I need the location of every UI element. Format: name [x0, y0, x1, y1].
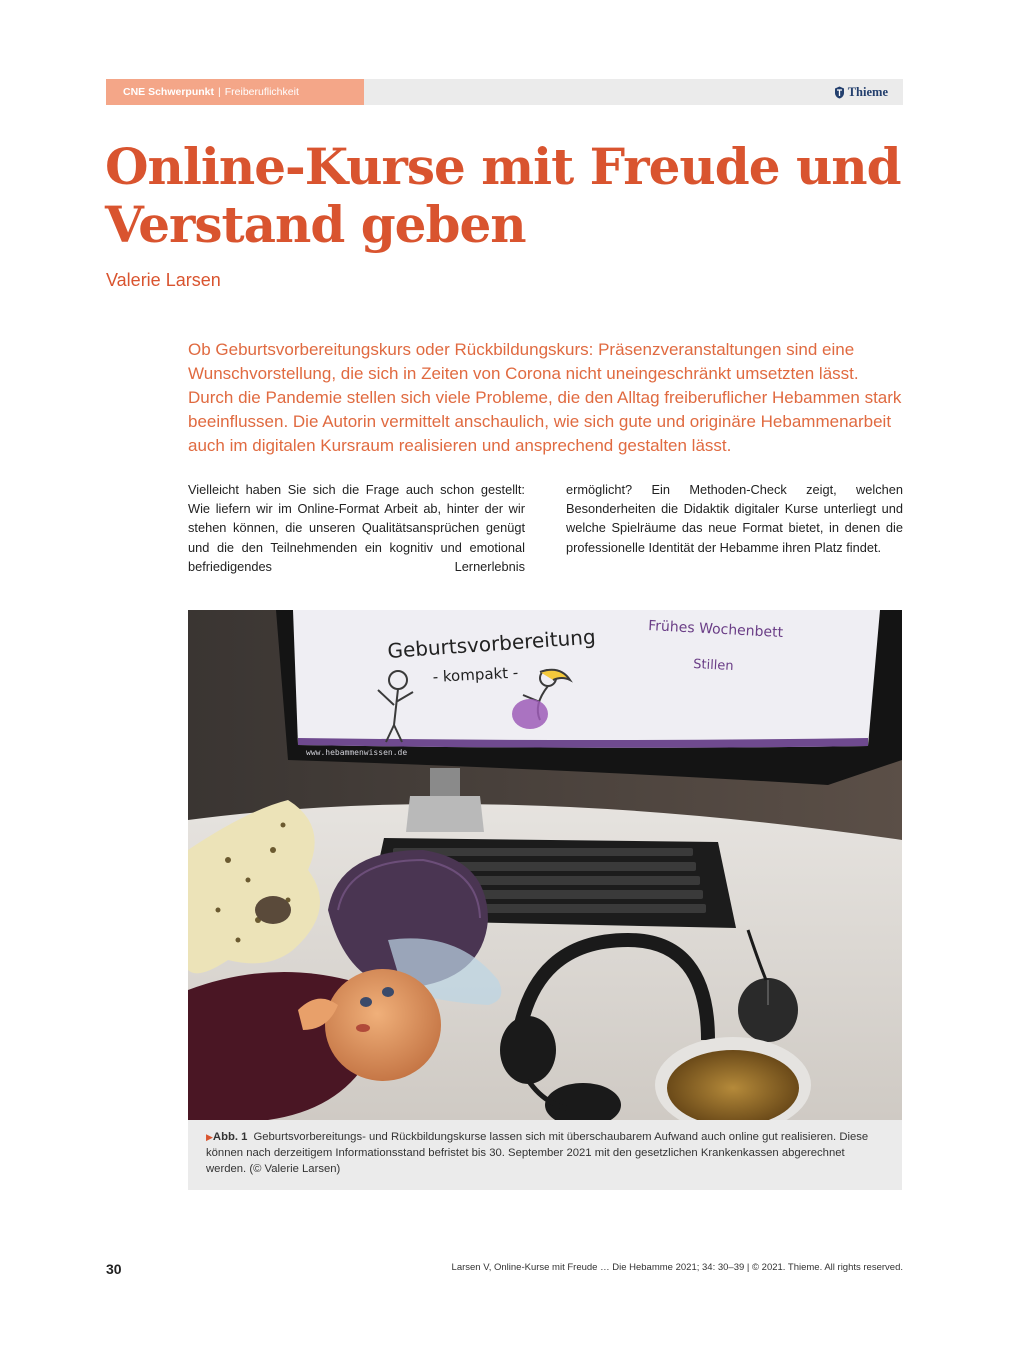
body-column-left: Vielleicht haben Sie sich die Frage auch schon gestellt: Wie liefern wir im Online-Format Arbeit ab, hinter der wir stehen können, die unseren Qualitätsansprüchen genügt und die den Teilnehmenden ein kognitiv und emotional befriedigendes Lernerlebnis	[188, 482, 525, 574]
screen-topic1: Frühes Wochenbett	[647, 618, 784, 642]
section-tag	[106, 79, 364, 105]
baby-doll-head	[325, 969, 441, 1081]
article-title: Online-Kurse mit Freude und Verstand geben	[105, 137, 901, 254]
screen-heading-line2: - kompakt -	[432, 663, 519, 686]
screen-url: www.hebammenwissen.de	[306, 748, 408, 757]
caption-arrow-icon: ▶	[206, 1132, 213, 1142]
caption-label: Abb. 1	[212, 1131, 248, 1143]
section-separator: |	[218, 86, 221, 98]
article-lead: Ob Geburtsvorbereitungskurs oder Rückbildungskurs: Präsenzveranstaltungen sind eine Wunschvorstellung, die sich in Zeiten von Corona nicht uneingeschränkt umsetzten lässt. Durch die Pandemie stellen sich viele Probleme, die den Alltag freiberuflicher Hebammen stark beeinflussen. Die Autorin vermittelt anschaulich, wie sich gute und originäre Hebammenarbeit auch im digitalen Kursraum realisieren und ansprechend gestalten lässt.	[188, 340, 902, 455]
section-label: CNE Schwerpunkt	[123, 86, 215, 98]
topic-label: Freiberuflichkeit	[224, 86, 299, 98]
figure-caption	[188, 1120, 902, 1190]
caption-text: Geburtsvorbereitungs- und Rückbildungskurse lassen sich mit überschaubarem Aufwand auch online gut realisieren. Diese können nach derzeitigem Informationsstand befristet bis 30. September 2021 mit den gesetzlichen Krankenkassen abgerechnet werden. (© Valerie Larsen)	[206, 1131, 869, 1175]
screen-topic2: Stillen	[692, 657, 734, 675]
running-header	[106, 79, 903, 105]
page-number: 30	[106, 1261, 122, 1277]
publisher-logo	[834, 79, 888, 105]
body-column-right: ermöglicht? Ein Methoden-Check zeigt, welchen Besonderheiten die Didaktik digitaler Kurse unterliegt und welche Spielräume das neue Format bietet, in denen die professionelle Identität der Hebamme ihren Platz findet.	[566, 482, 903, 555]
screen-heading-line1: Geburtsvorbereitung	[386, 624, 597, 663]
figure-photo	[188, 610, 902, 1120]
thieme-logo-icon	[834, 86, 845, 99]
footer-citation: Larsen V, Online-Kurse mit Freude … Die Hebamme 2021; 34: 30–39 | © 2021. Thieme. All rights reserved.	[451, 1262, 903, 1273]
article-author: Valerie Larsen	[106, 270, 221, 290]
monitor-stand	[406, 796, 484, 832]
publisher-name: Thieme	[847, 85, 888, 99]
